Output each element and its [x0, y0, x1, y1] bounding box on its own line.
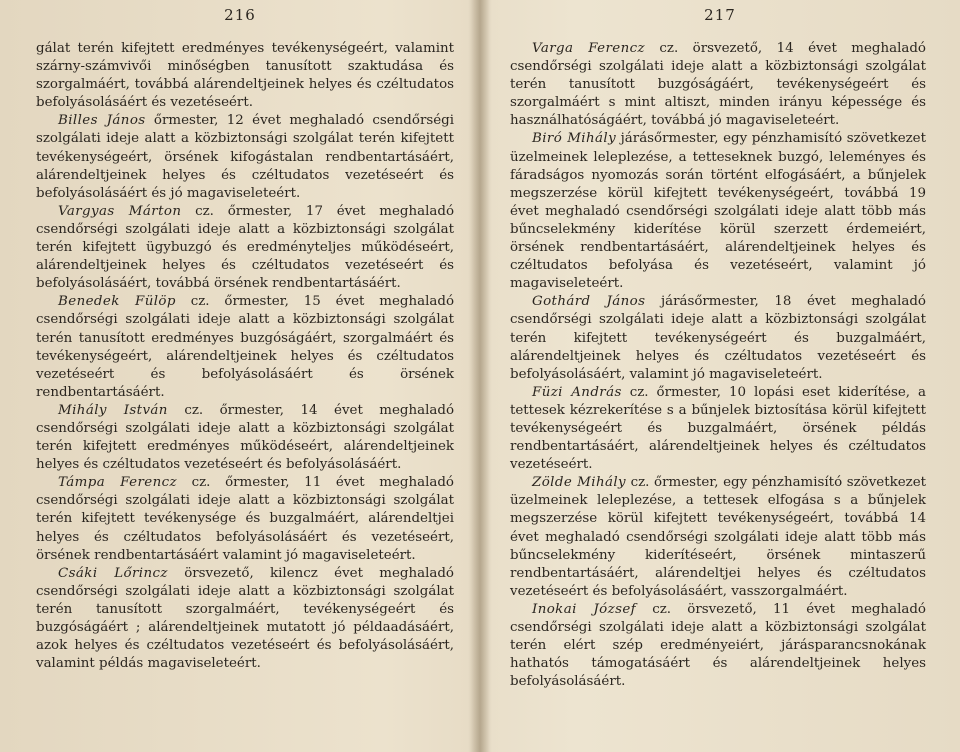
person-name: Biró Mihály: [532, 131, 617, 147]
paragraph-text: járásőrmester, 18 évet meghaladó csendőrségi szolgálati ideje alatt a közbiztonsági szolgálat terén kifejtett tevékenységeért és buzgalmáért, alárendeltjeinek helyes és czéltudatos vezetéseért és befolyásolásáért, valamint jó magaviseleteért.: [510, 294, 926, 382]
paragraph-text: cz. őrmester, 14 évet meghaladó csendőrségi szolgálati ideje alatt a közbiztonsági szolgálat terén kifejtett eredményes működéseért, alárendeltjeinek helyes és czéltudatos vezetéseért és befolyásolásáért.: [36, 402, 455, 473]
paragraph-text: cz. örsvezető, 14 évet meghaladó csendőrségi szolgálati ideje alatt a közbiztonsági szolgálat terén tanusított buzgóságáért, tevékenységeért és szorgalmáért s mint altiszt, minden irányu képessége és használhatóságáért, továbbá jó magaviseleteért.: [510, 41, 926, 129]
paragraph: [510, 40, 926, 130]
paragraph-text: cz. örsvezető, 11 évet meghaladó csendőrségi szolgálati ideje alatt a közbiztonsági szolgálat terén elért szép eredményeiért, járásparancsnokának hathatós támogatásáért és alárendeltjeinek helyes befolyásolásáért.: [510, 601, 926, 690]
paragraph-text: örsvezető, kilencz évet meghaladó csendőrségi szolgálati ideje alatt a közbiztonsági szolgálat terén tanusított szorgalmáért, tevékenységeért és buzgóságáért ; alárendeltjeinek mutatott jó példaadásáért, azok helyes és czéltudatos vezetéseért és befolyásolásáért, valamint példás magaviseleteért.: [36, 565, 454, 672]
person-name: Vargyas Márton: [58, 203, 182, 219]
paragraph: [36, 565, 454, 674]
paragraph-text: járásőrmester, egy pénzhamisító szövetkezet üzelmeinek leleplezése, a tetteseknek buzgó, leleményes és fáradságos nyomozás során történt elfogásáért, a bűnjelek megszerzése körül kifejtett tevékenységeért, továbbá 19 évet meghaladó csendőrségi szolgálati ideje alatt több más bűncselekmény kiderítése körül szerzett érdemeiért, örsének rendbentartásáért, alárendeltjeinek helyes és czéltudatos befolyása és vezetéseért, valamint jó magaviseleteért.: [510, 131, 926, 292]
person-name: Inokai József: [532, 601, 637, 617]
person-name: Csáki Lőrincz: [58, 565, 168, 581]
paragraph: [510, 130, 926, 293]
paragraph: [510, 601, 926, 691]
left-page-text: [36, 40, 454, 673]
person-name: Támpa Ferencz: [58, 475, 177, 491]
paragraph-text: cz. őrmester, egy pénzhamisító szövetkezet üzelmeinek leleplezése, a tettesek elfogása s a bűnjelek megszerzése körül kifejtett tevékenységeért, továbbá 14 évet meghaladó csendőrségi szolgálati ideje alatt több más bűncselekmény kiderítéseért, örsének mintaszerű rendbentartásáért, alárendeltjei helyes és czéltudatos vezetéseért és befolyásolásáért, vasszorgalmáért.: [510, 475, 926, 599]
right-page-text: [510, 40, 926, 691]
paragraph: [510, 384, 926, 474]
paragraph-text: cz. őrmester, 11 évet meghaladó csendőrségi szolgálati ideje alatt a közbiztonsági szolgálat terén kifejtett tevékenysége és buzgalmáért, alárendeltjei helyes és czéltudatos befolyásolásáért és vezetéseért, örsének rendbentartásáért valamint jó magaviseleteért.: [36, 475, 454, 563]
person-name: Gothárd János: [532, 294, 646, 310]
paragraph: [510, 293, 926, 383]
person-name: Varga Ferencz: [532, 41, 645, 56]
paragraph: [36, 293, 454, 402]
person-name: Billes János: [58, 113, 146, 129]
person-name: Zölde Mihály: [532, 475, 627, 491]
paragraph: [36, 40, 454, 112]
person-name: Mihály István: [58, 402, 168, 418]
paragraph-text: cz. őrmester, 10 lopási eset kiderítése, a tettesek kézrekerítése s a bűnjelek biztosítása körül kifejtett tevékenységeért és buzgalmáért, örsének példás rendbentartásáért, alárendeltjeinek helyes és czéltudatos vezetéseért.: [510, 384, 926, 473]
paragraph-text: gálat terén kifejtett eredményes tevékenységeért, valamint szárny-számvivői minőségben tanusított szaktudása és szorgalmáért, továbbá alárendeltjeinek helyes és czéltudatos befolyásolásáért és vezetéseért.: [36, 41, 454, 111]
paragraph: [36, 402, 454, 474]
person-name: Benedek Fülöp: [58, 294, 176, 310]
paragraph-text: cz. őrmester, 15 évet meghaladó csendőrségi szolgálati ideje alatt a közbiztonsági szolgálat terén tanusított eredményes buzgóságáért, szorgalmáért és tevékenységeért, alárendeltjeinek helyes és czéltudatos vezetéseért és befolyásolásáért és örsének rendbentartásáért.: [36, 294, 455, 400]
right-page: [480, 0, 960, 752]
paragraph-text: cz. őrmester, 17 évet meghaladó csendőrségi szolgálati ideje alatt a közbiztonsági szolgálat terén kifejtett ügybuzgó és eredményteljes működéseért, alárendeltjeinek helyes és czéltudatos vezetéseért és befolyásolásáért, továbbá örsének rendbentartásáért.: [36, 203, 455, 292]
paragraph: [510, 474, 926, 601]
paragraph-text: őrmester, 12 évet meghaladó csendőrségi szolgálati ideje alatt a közbiztonsági szolgálat terén kifejtett tevékenységeért, örsének kifogástalan rendbentartásáért, alárendeltjeinek helyes és czéltudatos vezetéseért és befolyásolásáért és jó magaviseleteért.: [36, 113, 454, 201]
right-page-number: 217: [704, 6, 736, 24]
paragraph: [36, 112, 454, 202]
paragraph: [36, 474, 454, 564]
left-page-number: 216: [224, 6, 256, 24]
person-name: Füzi András: [532, 384, 622, 400]
paragraph: [36, 203, 454, 293]
